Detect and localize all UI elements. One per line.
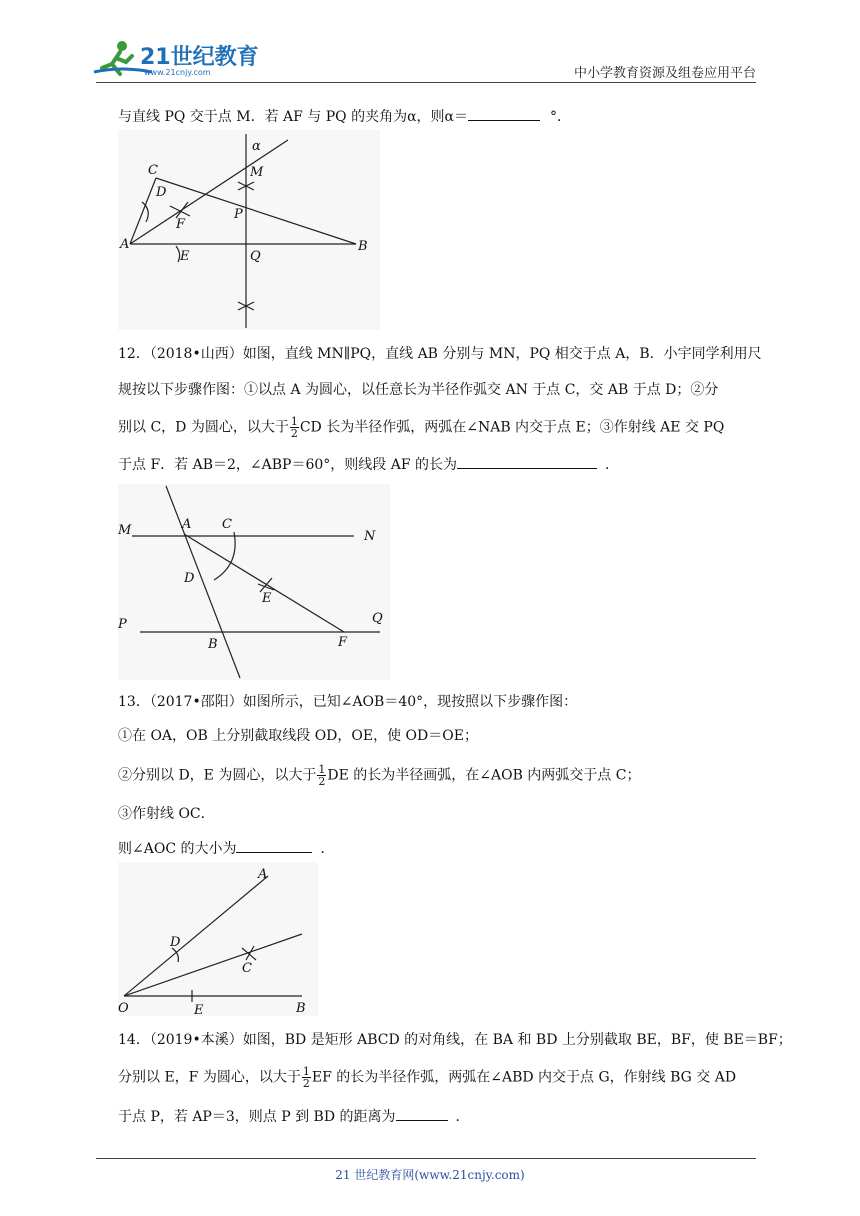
label-C: C	[222, 517, 232, 532]
label-P: P	[118, 617, 127, 632]
label-C: C	[242, 961, 252, 976]
footer-text: 21 世纪教育网(www.21cnjy.com)	[335, 1168, 525, 1182]
q11-tail: °．	[550, 109, 572, 125]
q12-line2: 规按以下步骤作图：①以点 A 为圆心，以任意长为半径作弧交 AN 于点 C，交 AB 于点 D；②分	[118, 382, 719, 398]
label-M: M	[250, 165, 264, 180]
q14-answer-blank	[396, 1106, 448, 1121]
label-F: F	[338, 635, 348, 650]
svg-text:www.21cnjy.com: www.21cnjy.com	[144, 68, 211, 77]
q12-number: 12．	[118, 346, 150, 362]
label-B: B	[358, 239, 368, 254]
q14-number: 14．	[118, 1032, 150, 1048]
label-A: A	[120, 237, 130, 252]
label-D: D	[184, 571, 195, 586]
label-M: M	[118, 523, 132, 538]
q12-line4: 于点 F．若 AB＝2，∠ABP＝60°，则线段 AF 的长为 ．	[118, 454, 619, 475]
q14-source: （2019•本溪）	[149, 1032, 243, 1048]
q14-line1: 14．（2019•本溪）如图，BD 是矩形 ABCD 的对角线，在 BA 和 BD 上分别截取 BE，BF，使 BE＝BF；	[118, 1032, 792, 1048]
q14-line3: 于点 P，若 AP＝3，则点 P 到 BD 的距离为 ．	[118, 1106, 470, 1127]
q11-text: 与直线 PQ 交于点 M．若 AF 与 PQ 的夹角为α，则α＝	[118, 109, 469, 125]
svg-text:21世纪教育: 21世纪教育	[140, 45, 259, 70]
q12-answer-blank	[457, 454, 597, 469]
label-N: N	[364, 529, 376, 544]
label-O: O	[118, 1001, 129, 1016]
header-tagline: 中小学教育资源及组卷应用平台	[573, 66, 756, 81]
q12-figure	[118, 484, 390, 680]
q13-step1: ①在 OA，OB 上分别截取线段 OD，OE，使 OD＝OE；	[118, 728, 478, 744]
q13-figure	[118, 862, 318, 1016]
q14-line2: 分别以 E，F 为圆心，以大于 $\frac{1}{2}$ EF 的长为半径作弧，两弧在∠ABD 内交于点 G，作射线 BG 交 AD	[118, 1065, 737, 1090]
q11-figure	[118, 130, 380, 330]
q13-number: 13．	[118, 694, 150, 710]
q11-line	[118, 106, 571, 127]
label-D: D	[170, 935, 181, 950]
fraction: $\frac{1}{2}$	[302, 1065, 310, 1090]
q13-step3: ③作射线 OC．	[118, 806, 215, 822]
q13-line1: 13．（2017•邵阳）如图所示，已知∠AOB＝40°，现按照以下步骤作图：	[118, 694, 578, 710]
label-A: A	[258, 867, 268, 882]
label-E: E	[262, 591, 272, 606]
label-E: E	[180, 249, 190, 264]
runner-logo-icon	[92, 38, 262, 78]
label-B: B	[208, 637, 218, 652]
site-logo	[92, 38, 262, 78]
q11-answer-blank	[468, 106, 540, 121]
label-alpha: α	[252, 139, 261, 154]
q12-source: （2018•山西）	[149, 346, 243, 362]
label-B: B	[296, 1001, 306, 1016]
label-P: P	[234, 207, 243, 222]
header-divider	[96, 82, 756, 83]
fraction: $\frac{1}{2}$	[318, 763, 326, 788]
label-F: F	[176, 217, 186, 232]
label-D: D	[156, 185, 167, 200]
label-Q: Q	[250, 249, 261, 264]
q13-step2: ②分别以 D，E 为圆心，以大于 $\frac{1}{2}$ DE 的长为半径画弧，在∠AOB 内两弧交于点 C；	[118, 763, 641, 788]
q13-source: （2017•邵阳）	[149, 694, 243, 710]
footer-divider	[96, 1158, 756, 1159]
q13-ask: 则∠AOC 的大小为 ．	[118, 838, 334, 859]
q12-line1: 12．（2018•山西）如图，直线 MN∥PQ，直线 AB 分别与 MN，PQ 相交于点 A，B．小宇同学利用尺	[118, 346, 762, 362]
fraction: $\frac{1}{2}$	[290, 415, 298, 440]
label-C: C	[148, 163, 158, 178]
label-E: E	[194, 1003, 204, 1016]
label-A: A	[182, 517, 192, 532]
q12-line3: 别以 C，D 为圆心，以大于 $\frac{1}{2}$ CD 长为半径作弧，两弧在∠NAB 内交于点 E；③作射线 AE 交 PQ	[118, 415, 725, 440]
label-Q: Q	[372, 611, 383, 626]
q13-answer-blank	[236, 838, 312, 853]
